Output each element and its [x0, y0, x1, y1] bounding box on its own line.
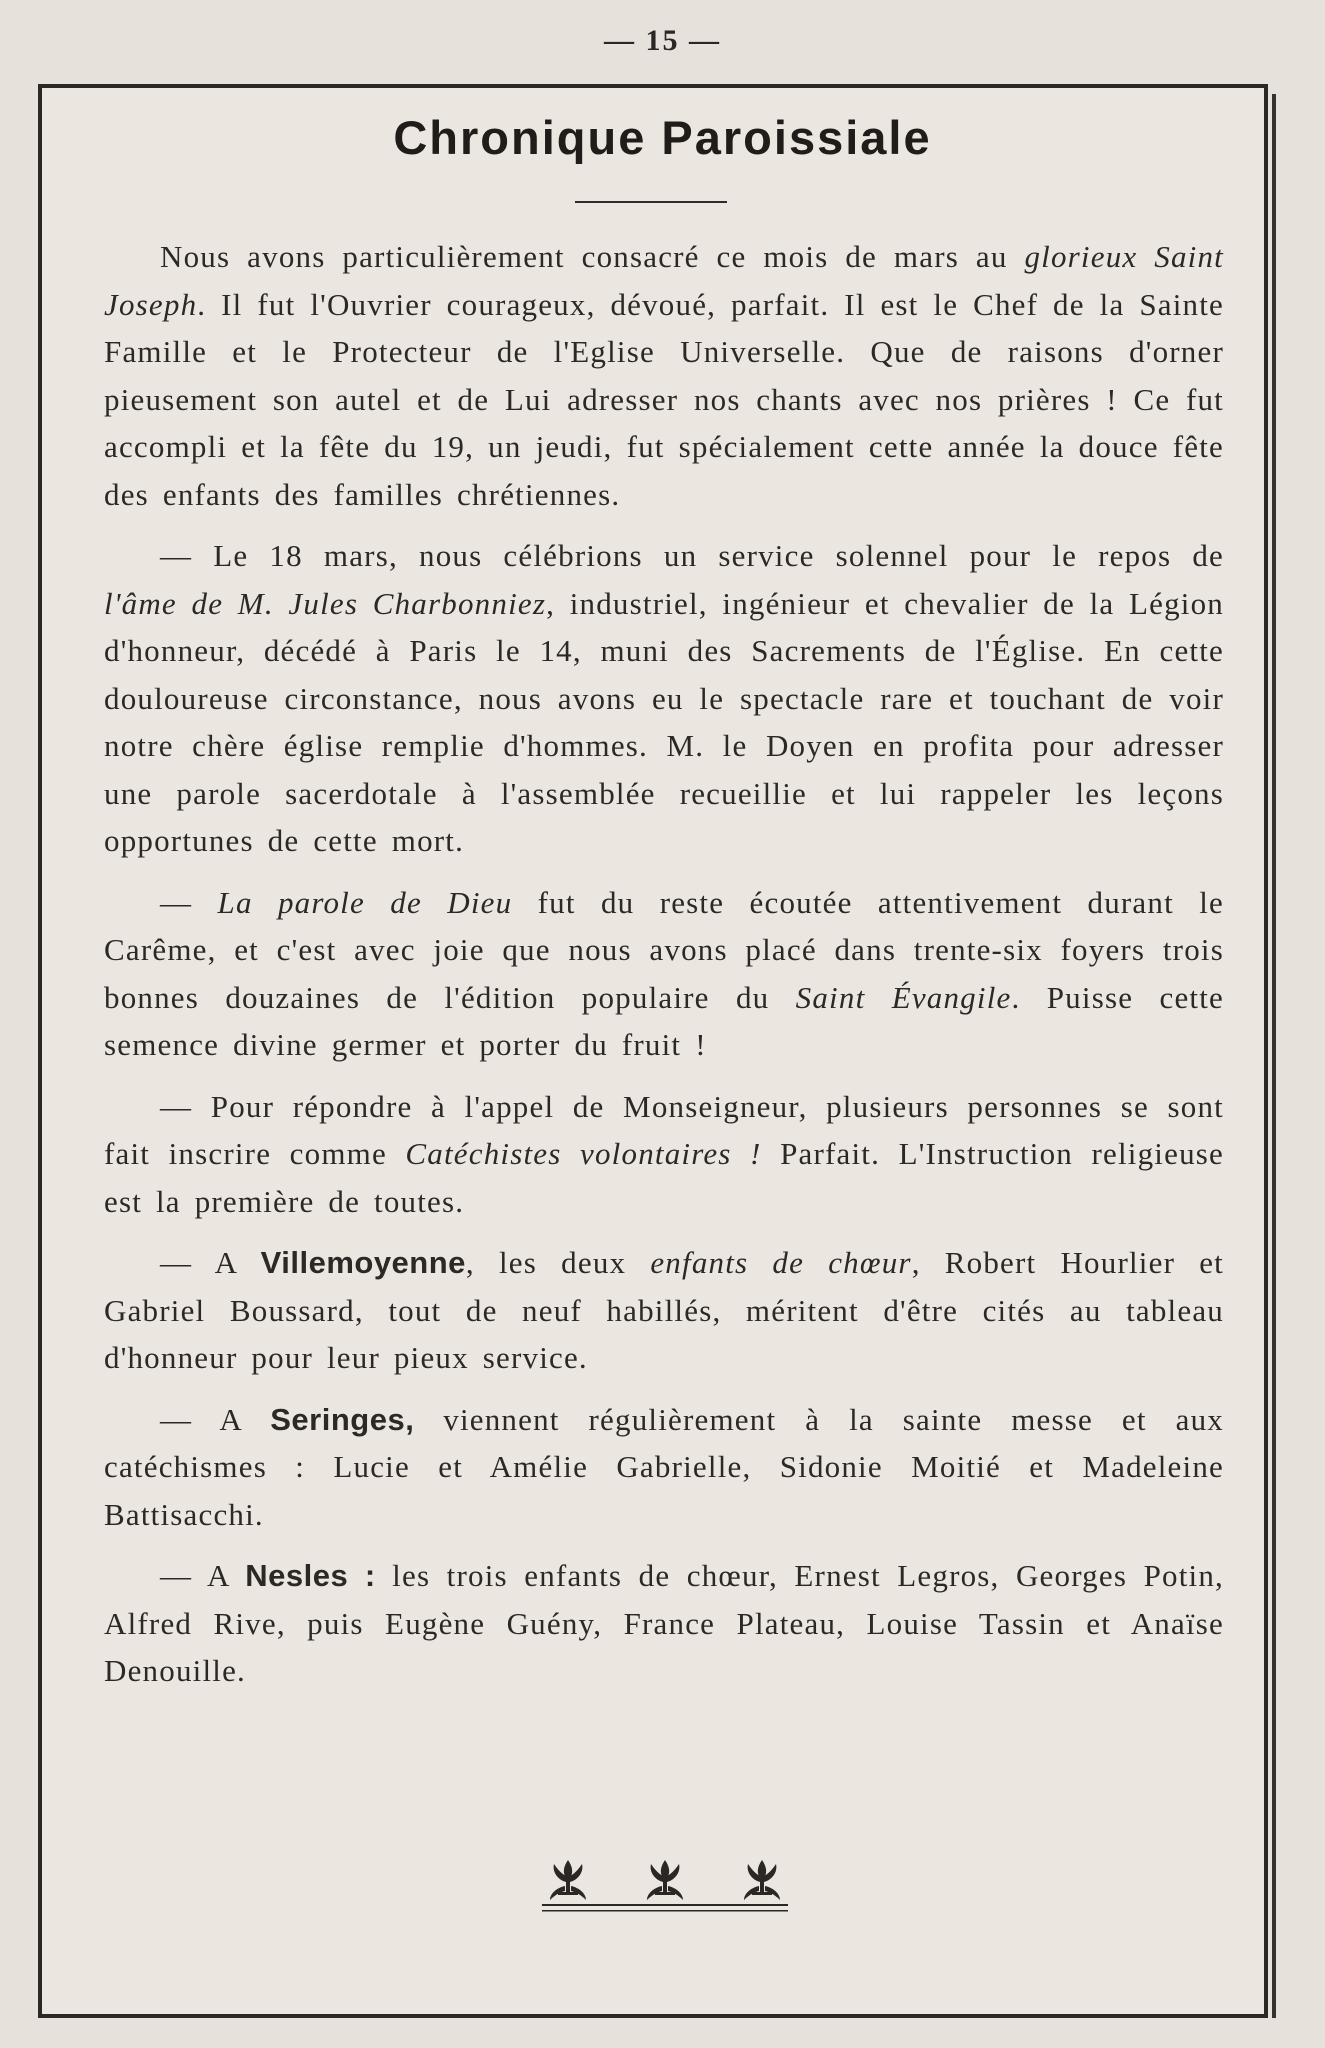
- text-run: fut du reste écoutée attentivement durant le Carême, et c'est avec joie que nous avons placé dans trente-six foyers trois bonnes douzaines de l'édition populaire du: [104, 884, 1224, 1015]
- ornament-rule: [542, 1904, 788, 1906]
- italic-text: Saint Évangile: [795, 979, 1012, 1015]
- text-run: — A: [160, 1558, 246, 1593]
- text-run: — Le 18 mars, nous célébrions un service solennel pour le repos de: [160, 538, 1224, 573]
- text-run: les trois enfants de chœur, Ernest Legros, Georges Potin, Alfred Rive, puis Eugène Guény, France Plateau, Louise Tassin et Anaïse Denouille.: [104, 1558, 1224, 1688]
- text-run: , Robert Hourlier et Gabriel Boussard, tout de neuf habillés, méritent d'être cités au tableau d'honneur pour leur pieux service.: [104, 1245, 1224, 1375]
- italic-text: l'âme de M. Jules Charbonniez: [104, 585, 547, 621]
- text-run: — A: [160, 1245, 261, 1280]
- italic-text: enfants de chœur: [650, 1245, 912, 1280]
- paragraph-nesles: [104, 1552, 1224, 1695]
- ornament-rule: [542, 1910, 788, 1912]
- page-title: Chronique Paroissiale: [393, 111, 932, 164]
- place-name: Nesles :: [245, 1558, 376, 1593]
- fleuron-icon: [550, 1860, 586, 1900]
- place-name: Seringes,: [270, 1401, 415, 1437]
- place-name: Villemoyenne: [260, 1245, 466, 1280]
- paragraph-parole-de-dieu: [104, 879, 1224, 1069]
- fleuron-row: [540, 1858, 790, 1928]
- text-run: —: [160, 884, 218, 920]
- italic-text: La parole de Dieu: [217, 884, 513, 920]
- paragraph-seringes: [104, 1396, 1224, 1539]
- text-run: viennent régulièrement à la sainte messe et aux catéchismes : Lucie et Amélie Gabrielle, Sidonie Moitié et Madeleine Battisacchi.: [104, 1401, 1224, 1532]
- paragraph-catechistes: [104, 1083, 1224, 1226]
- italic-text: Catéchistes volontaires !: [405, 1136, 762, 1171]
- text-run: — Pour répondre à l'appel de Monseigneur, plusieurs personnes se sont fait inscrire comme: [104, 1088, 1224, 1171]
- text-run: , industriel, ingénieur et chevalier de la Légion d'honneur, décédé à Paris le 14, muni des Sacrements de l'Église. En cette douloureuse circonstance, nous avons eu le spectacle rare et touchant de voir notre chère église remplie d'hommes. M. le Doyen en profita pour adresser une parole sacerdotale à l'assemblée recueillie et lui rappeler les leçons opportunes de cette mort.: [104, 585, 1224, 858]
- italic-text: glorieux Saint Joseph: [104, 239, 1224, 322]
- text-run: Nous avons particulièrement consacré ce mois de mars au: [160, 239, 1025, 274]
- paragraph-saint-joseph: [104, 233, 1224, 518]
- paragraph-service-solennel: [104, 532, 1224, 865]
- fleuron-icon: [647, 1860, 683, 1900]
- page-number: — 15 —: [604, 24, 721, 57]
- text-run: , les deux: [465, 1245, 651, 1280]
- title-divider: [575, 201, 727, 203]
- paragraph-villemoyenne: [104, 1239, 1224, 1382]
- text-run: Parfait. L'Instruction religieuse est la première de toutes.: [104, 1136, 1224, 1219]
- ornament-fleurons: [540, 1858, 790, 1928]
- text-run: . Il fut l'Ouvrier courageux, dévoué, parfait. Il est le Chef de la Sainte Famille et le Protecteur de l'Eglise Universelle. Que de raisons d'orner pieusement son autel et de Lui adresser nos chants avec nos prières ! Ce fut accompli et la fête du 19, un jeudi, fut spécialement cette année la douce fête des enfants des familles chrétiennes.: [104, 286, 1224, 512]
- text-run: . Puisse cette semence divine germer et porter du fruit !: [104, 979, 1224, 1062]
- fleuron-icon: [744, 1860, 780, 1900]
- article-body: [104, 233, 1224, 1709]
- text-run: — A: [160, 1401, 271, 1437]
